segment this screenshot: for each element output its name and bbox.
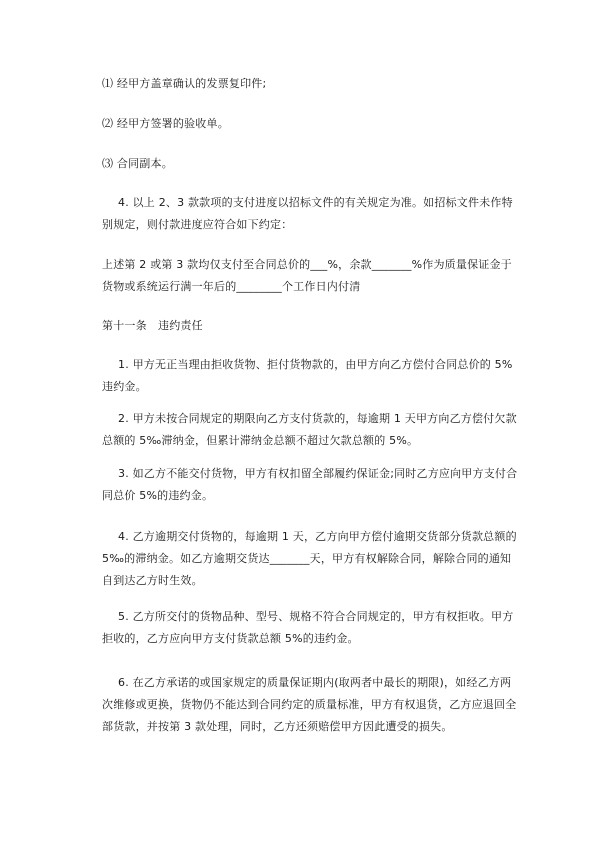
breach-clause-6: 6. 在乙方承诺的或国家规定的质量保证期内(取两者中最长的期限)，如经乙方两次维修或更换，货物仍不能达到合同约定的质量标准，甲方有权退货，乙方应退回全部货款，并按第 3 款处理，同时，乙方还须赔偿甲方因此遭受的损失。 (102, 676, 517, 733)
breach-clause-2: 2. 甲方未按合同规定的期限向乙方支付货款的，每逾期 1 天甲方向乙方偿付欠款总额的 5‰滞纳金，但累计滞纳金总额不超过欠款总额的 5%。 (102, 412, 517, 447)
section-heading-breach-liability: 第十一条 违约责任 (102, 319, 203, 332)
attachment-item-invoice-copy: ⑴ 经甲方盖章确认的发票复印件; (102, 77, 267, 90)
breach-clause-3: 3. 如乙方不能交付货物，甲方有权扣留全部履约保证金;同时乙方应向甲方支付合同总价 5%的违约金。 (102, 467, 518, 502)
attachment-item-contract-copy: ⑶ 合同副本。 (102, 157, 173, 170)
attachment-item-acceptance-form: ⑵ 经甲方签署的验收单。 (102, 117, 229, 130)
breach-clause-5: 5. 乙方所交付的货物品种、型号、规格不符合合同规定的，甲方有权拒收。甲方拒收的，乙方应向甲方支付货款总额 5%的违约金。 (102, 610, 514, 645)
retention-money-clause: 上述第 2 或第 3 款均仅支付至合同总价的___%，余款_______%作为质量保证金于货物或系统运行满一年后的________个工作日内付清 (102, 258, 512, 293)
breach-clause-1: 1. 甲方无正当理由拒收货物、拒付货物款的，由甲方向乙方偿付合同总价的 5%违约金。 (102, 358, 513, 393)
payment-schedule-clause: 4. 以上 2、3 款款项的支付进度以招标文件的有关规定为准。如招标文件未作特别规定，则付款进度应符合如下约定： (102, 196, 513, 231)
breach-clause-4: 4. 乙方逾期交付货物的，每逾期 1 天，乙方向甲方偿付逾期交货部分货款总额的 5‰的滞纳金。如乙方逾期交货达_______天，甲方有权解除合同，解除合同的通知自到达乙方时生效。 (102, 530, 517, 587)
